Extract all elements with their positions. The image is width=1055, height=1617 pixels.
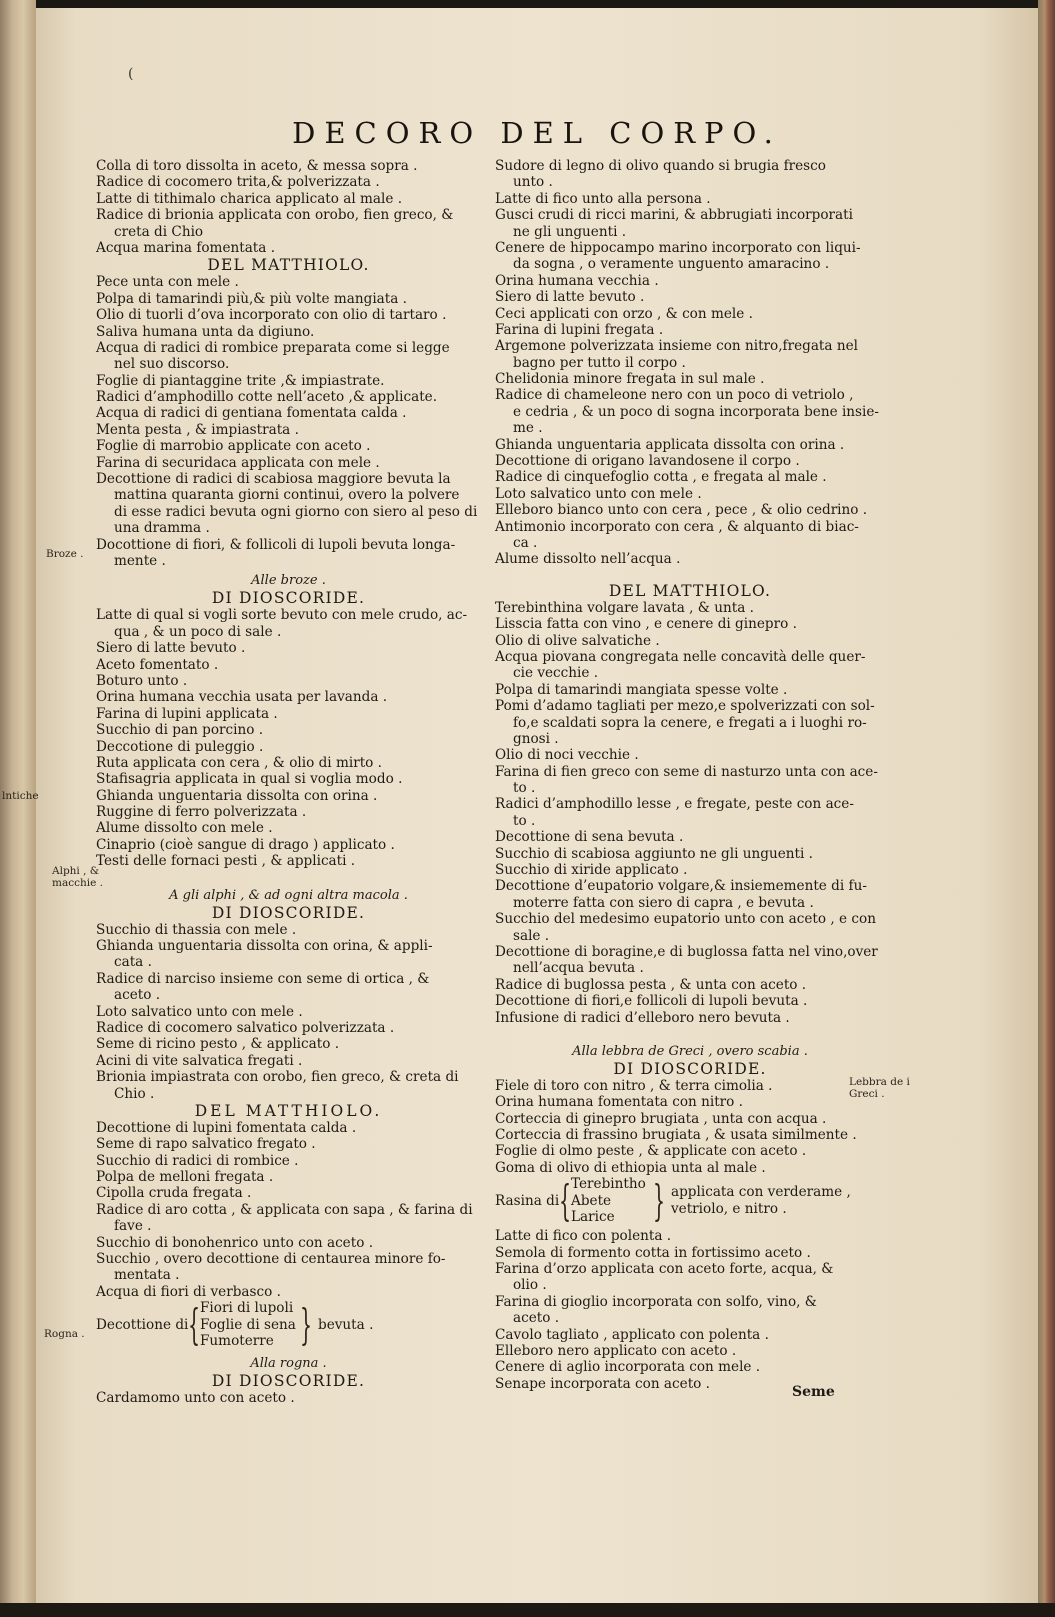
text-line: Latte di qual si vogli sorte bevuto con mele crudo, ac- bbox=[96, 607, 468, 624]
brace-item: Larice bbox=[571, 1209, 615, 1226]
text-line: Loto salvatico unto con mele . bbox=[495, 485, 702, 502]
text-line: Radice di narciso insieme con seme di ortica , & bbox=[96, 970, 430, 987]
left-column bbox=[96, 158, 481, 1407]
text-line: Farina di fien greco con seme di nasturzo unta con ace- bbox=[495, 763, 878, 780]
text-line: olio . bbox=[513, 1277, 547, 1294]
spacer bbox=[96, 870, 481, 884]
text-line: da sogna , o veramente unguento amaracino . bbox=[513, 256, 830, 273]
text-line: Infusione di radici d’elleboro nero bevuta . bbox=[495, 1009, 790, 1026]
margin-note-alphi: Alphi , & macchie . bbox=[52, 865, 103, 889]
text-line: Stafisagria applicata in qual si voglia modo . bbox=[96, 771, 403, 788]
text-line: Elleboro bianco unto con cera , pece , & olio cedrino . bbox=[495, 502, 868, 519]
text-line: Acqua di radici di gentiana fomentata calda . bbox=[96, 405, 407, 422]
text-line: Acqua di fiori di verbasco . bbox=[96, 1283, 281, 1300]
text-line: Succhio di xiride applicato . bbox=[495, 862, 688, 879]
text-line: ne gli unguenti . bbox=[513, 223, 627, 240]
section-subheading: Alla rogna . bbox=[250, 1356, 327, 1372]
text-line: Chio . bbox=[114, 1085, 155, 1102]
brace-lead: Decottione di bbox=[96, 1317, 189, 1334]
text-line: Succhio , overo decottione di centaurea minore fo- bbox=[96, 1251, 446, 1268]
text-line: Seme di ricino pesto , & applicato . bbox=[96, 1036, 340, 1053]
text-line: cata . bbox=[114, 954, 152, 971]
text-line: Aceto fomentato . bbox=[96, 656, 219, 673]
text-line: Foglie di marrobio applicate con aceto . bbox=[96, 438, 371, 455]
brace-recipe bbox=[96, 1300, 481, 1352]
text-line: Deccotione di puleggio . bbox=[96, 738, 264, 755]
margin-note-broze: Broze . bbox=[46, 548, 84, 560]
text-line: Cipolla cruda fregata . bbox=[96, 1185, 252, 1202]
text-line: Acqua di radici di rombice preparata come si legge bbox=[96, 339, 450, 356]
text-line: unto . bbox=[513, 174, 553, 191]
text-line: Decottione di origano lavandosene il corpo . bbox=[495, 453, 800, 470]
text-line: Menta pesta , & impiastrata . bbox=[96, 421, 299, 438]
text-line: me . bbox=[513, 420, 543, 437]
text-line: nel suo discorso. bbox=[114, 356, 230, 373]
text-line: Ghianda unguentaria dissolta con orina, & appli- bbox=[96, 938, 433, 955]
text-line: Alume dissolto con mele . bbox=[96, 820, 273, 837]
left-brace-glyph: { bbox=[559, 1176, 572, 1226]
text-line: ca . bbox=[513, 534, 538, 551]
section-heading: DEL MATTHIOLO. bbox=[207, 256, 370, 275]
text-line: Polpa de melloni fregata . bbox=[96, 1169, 274, 1186]
text-line: Farina di lupini fregata . bbox=[495, 321, 664, 338]
text-line: Loto salvatico unto con mele . bbox=[96, 1003, 303, 1020]
text-line: Radice di cocomero salvatico polverizzata . bbox=[96, 1019, 395, 1036]
text-line: aceto . bbox=[513, 1310, 560, 1327]
brace-item: Fiori di lupoli bbox=[200, 1300, 294, 1317]
text-line: Cenere de hippocampo marino incorporato con liqui- bbox=[495, 239, 861, 256]
text-line: Radice di aro cotta , & applicata con sapa , & farina di bbox=[96, 1201, 473, 1218]
brace-tail: vetriolo, e nitro . bbox=[671, 1201, 787, 1218]
text-line: aceto . bbox=[114, 987, 161, 1004]
catchword: Seme bbox=[792, 1384, 835, 1400]
text-line: Radice di cinquefoglio cotta , e fregata al male . bbox=[495, 469, 827, 486]
text-line: Saliva humana unta da digiuno. bbox=[96, 323, 315, 340]
text-line: Latte di tithimalo charica applicato al male . bbox=[96, 190, 403, 207]
section-heading: DI DIOSCORIDE. bbox=[211, 1372, 366, 1391]
text-line: Decottione di sena bevuta . bbox=[495, 829, 684, 846]
section-heading: DI DIOSCORIDE. bbox=[613, 1059, 767, 1078]
text-line: Olio di tuorli d’ova incorporato con olio di tartaro . bbox=[96, 307, 447, 324]
text-line: Sudore di legno di olivo quando si brugia fresco bbox=[495, 158, 826, 174]
text-line: Acqua marina fomentata . bbox=[96, 239, 276, 256]
text-line: Ghianda unguentaria dissolta con orina . bbox=[96, 787, 378, 804]
scan-top-border bbox=[0, 0, 1055, 8]
text-line: Corteccia di ginepro brugiata , unta con acqua . bbox=[495, 1110, 827, 1127]
section-heading: DEL MATTHIOLO. bbox=[608, 581, 772, 600]
brace-lead: Rasina di bbox=[495, 1193, 560, 1210]
brace-item: Fumoterre bbox=[200, 1333, 274, 1349]
section-subheading: A gli alphi , & ad ogni altra macola . bbox=[169, 887, 408, 903]
text-line: bagno per tutto il corpo . bbox=[513, 354, 686, 371]
previous-page-edge bbox=[0, 0, 36, 1617]
scan-bottom-border bbox=[0, 1603, 1055, 1617]
section-subheading: Alla lebbra de Greci , overo scabia . bbox=[572, 1043, 808, 1059]
text-line: Succhio del medesimo eupatorio unto con aceto , e con bbox=[495, 911, 876, 928]
text-line: di esse radici bevuta ogni giorno con siero al peso di bbox=[114, 503, 478, 520]
text-line: Colla di toro dissolta in aceto, & messa sopra . bbox=[96, 158, 418, 174]
text-line: Pomi d’adamo tagliati per mezo,e spolverizzati con sol- bbox=[495, 698, 875, 715]
text-line: Foglie di piantaggine trite ,& impiastrate. bbox=[96, 372, 385, 389]
text-line: Lisscia fatta con vino , e cenere di ginepro . bbox=[495, 616, 797, 633]
brace-tail: applicata con verderame , bbox=[671, 1184, 851, 1201]
text-line: Corteccia di frassino brugiata , & usata similmente . bbox=[495, 1127, 857, 1144]
text-line: nell’acqua bevuta . bbox=[513, 960, 644, 977]
text-line: Olio di olive salvatiche . bbox=[495, 632, 660, 649]
text-line: Testi delle fornaci pesti , & applicati . bbox=[96, 853, 356, 870]
text-line: Foglie di olmo peste , & applicate con aceto . bbox=[495, 1143, 807, 1160]
text-line: Radici d’amphodillo cotte nell’aceto ,& applicate. bbox=[96, 389, 438, 406]
text-line: Acini di vite salvatica fregati . bbox=[96, 1052, 303, 1069]
text-line: Pece unta con mele . bbox=[96, 274, 239, 291]
section-subheading: Alle broze . bbox=[251, 573, 326, 589]
book-page bbox=[2, 8, 1038, 1603]
text-line: Argemone polverizzata insieme con nitro,fregata nel bbox=[495, 338, 858, 355]
text-line: Boturo unto . bbox=[96, 672, 188, 689]
text-line: Orina humana fomentata con nitro . bbox=[495, 1094, 743, 1111]
text-line: Cenere di aglio incorporata con mele . bbox=[495, 1359, 761, 1376]
text-line: Ghianda unguentaria applicata dissolta con orina . bbox=[495, 436, 845, 453]
text-line: gnosi . bbox=[513, 730, 559, 747]
text-line: Olio di noci vecchie . bbox=[495, 747, 639, 764]
page-mark: ( bbox=[128, 66, 134, 82]
text-line: Alume dissolto nell’acqua . bbox=[495, 551, 681, 568]
text-line: Farina di gioglio incorporata con solfo, vino, & bbox=[495, 1293, 817, 1310]
text-line: Succhio di radici di rombice . bbox=[96, 1152, 299, 1169]
text-line: Decottione di radici di scabiosa maggiore bevuta la bbox=[96, 471, 451, 488]
text-line: to . bbox=[513, 780, 536, 797]
text-line: Decottione di fiori,e follicoli di lupoli bevuta . bbox=[495, 993, 808, 1010]
text-line: Farina di lupini applicata . bbox=[96, 705, 278, 722]
running-title: DECORO DEL CORPO. bbox=[292, 116, 782, 150]
brace-item: Terebintho bbox=[571, 1176, 646, 1193]
right-brace-glyph: } bbox=[300, 1300, 313, 1350]
text-line: creta di Chio bbox=[114, 223, 204, 240]
text-line: Ceci applicati con orzo , & con mele . bbox=[495, 305, 753, 322]
text-line: cie vecchie . bbox=[513, 665, 599, 682]
text-line: Succhio di pan porcino . bbox=[96, 722, 264, 739]
brace-items bbox=[571, 1176, 646, 1225]
brace-recipe bbox=[495, 1176, 885, 1228]
text-line: Semola di formento cotta in fortissimo aceto . bbox=[495, 1244, 811, 1261]
left-brace-glyph: { bbox=[188, 1300, 201, 1350]
text-line: mente . bbox=[114, 552, 166, 569]
text-line: Polpa di tamarindi più,& più volte mangiata . bbox=[96, 290, 407, 307]
brace-item: Foglie di sena bbox=[200, 1316, 296, 1333]
text-line: Goma di olivo di ethiopia unta al male . bbox=[495, 1159, 766, 1176]
text-line: Succhio di thassia con mele . bbox=[96, 921, 297, 938]
text-line: Siero di latte bevuto . bbox=[495, 289, 645, 306]
right-brace-glyph: } bbox=[653, 1176, 666, 1226]
text-line: Chelidonia minore fregata in sul male . bbox=[495, 371, 765, 388]
text-line: Latte di fico unto alla persona . bbox=[495, 190, 711, 207]
spacer bbox=[495, 568, 885, 582]
text-line: Cardamomo unto con aceto . bbox=[96, 1390, 295, 1407]
text-line: Gusci crudi di ricci marini, & abbrugiati incorporati bbox=[495, 207, 853, 224]
text-line: Brionia impiastrata con orobo, fien greco, & creta di bbox=[96, 1069, 459, 1086]
text-line: Cinaprio (cioè sangue di drago ) applicato . bbox=[96, 836, 395, 853]
text-line: Farina di securidaca applicata con mele . bbox=[96, 454, 380, 471]
text-line: Polpa di tamarindi mangiata spesse volte . bbox=[495, 681, 788, 698]
text-line: Radice di buglossa pesta , & unta con aceto . bbox=[495, 976, 807, 993]
text-line: Radice di brionia applicata con orobo, fien greco, & bbox=[96, 207, 454, 224]
text-line: Succhio di bonohenrico unto con aceto . bbox=[96, 1234, 374, 1251]
text-line: Decottione di lupini fomentata calda . bbox=[96, 1119, 357, 1136]
text-line: Radice di cocomero trita,& polverizzata . bbox=[96, 174, 380, 191]
text-line: Ruggine di ferro polverizzata . bbox=[96, 804, 307, 821]
section-heading: DI DIOSCORIDE. bbox=[211, 903, 366, 922]
text-line: Senape incorporata con aceto . bbox=[495, 1375, 710, 1392]
section-heading: DI DIOSCORIDE. bbox=[211, 589, 366, 608]
text-line: Cavolo tagliato , applicato con polenta . bbox=[495, 1326, 769, 1343]
right-column bbox=[495, 158, 885, 1392]
text-line: Siero di latte bevuto . bbox=[96, 640, 246, 657]
text-line: Orina humana vecchia usata per lavanda . bbox=[96, 689, 388, 706]
text-line: Radici d’amphodillo lesse , e fregate, peste con ace- bbox=[495, 796, 854, 813]
brace-tail: bevuta . bbox=[318, 1317, 374, 1334]
text-line: Fiele di toro con nitro , & terra cimolia . bbox=[495, 1077, 773, 1094]
brace-items bbox=[200, 1300, 296, 1349]
brace-item: Abete bbox=[571, 1192, 612, 1209]
text-line: Succhio di scabiosa aggiunto ne gli unguenti . bbox=[495, 845, 813, 862]
text-line: Seme di rapo salvatico fregato . bbox=[96, 1136, 316, 1153]
margin-note-lentiche: lntiche bbox=[2, 790, 39, 802]
text-line: qua , & un poco di sale . bbox=[114, 623, 282, 640]
text-line: fo,e scaldati sopra la cenere, e fregati a i luoghi ro- bbox=[513, 714, 867, 731]
text-line: Ruta applicata con cera , & olio di mirto . bbox=[96, 754, 382, 771]
margin-note-rogna: Rogna . bbox=[44, 1328, 85, 1340]
text-line: Elleboro nero applicato con aceto . bbox=[495, 1343, 737, 1359]
text-line: Radice di chameleone nero con un poco di vetriolo , bbox=[495, 387, 854, 404]
text-line: Antimonio incorporato con cera , & alquanto di biac- bbox=[495, 518, 859, 535]
text-line: Terebinthina volgare lavata , & unta . bbox=[495, 599, 754, 616]
book-edge bbox=[1038, 0, 1055, 1617]
margin-note-lebbra: Lebbra de i Greci . bbox=[849, 1076, 910, 1100]
spacer bbox=[495, 1026, 885, 1040]
text-line: Acqua piovana congregata nelle concavità delle quer- bbox=[495, 648, 866, 665]
text-line: sale . bbox=[513, 927, 550, 944]
text-line: to . bbox=[513, 812, 536, 829]
text-line: Decottione d’eupatorio volgare,& insiememente di fu- bbox=[495, 878, 867, 895]
text-line: Orina humana vecchia . bbox=[495, 272, 659, 289]
section-heading: DEL MATTHIOLO. bbox=[194, 1101, 383, 1120]
text-line: Decottione di boragine,e di buglossa fatta nel vino,over bbox=[495, 943, 878, 960]
text-line: Docottione di fiori, & follicoli di lupoli bevuta longa- bbox=[96, 536, 456, 553]
text-line: mattina quaranta giorni continui, overo la polvere bbox=[114, 487, 460, 504]
text-line: Farina d’orzo applicata con aceto forte, acqua, & bbox=[495, 1261, 834, 1278]
text-line: Latte di fico con polenta . bbox=[495, 1228, 672, 1245]
text-line: moterre fatta con siero di capra , e bevuta . bbox=[513, 894, 814, 911]
text-line: mentata . bbox=[114, 1267, 180, 1284]
text-line: una dramma . bbox=[114, 520, 210, 537]
text-line: e cedria , & un poco di sogna incorporata bene insie- bbox=[513, 403, 880, 420]
text-line: fave . bbox=[114, 1218, 152, 1235]
